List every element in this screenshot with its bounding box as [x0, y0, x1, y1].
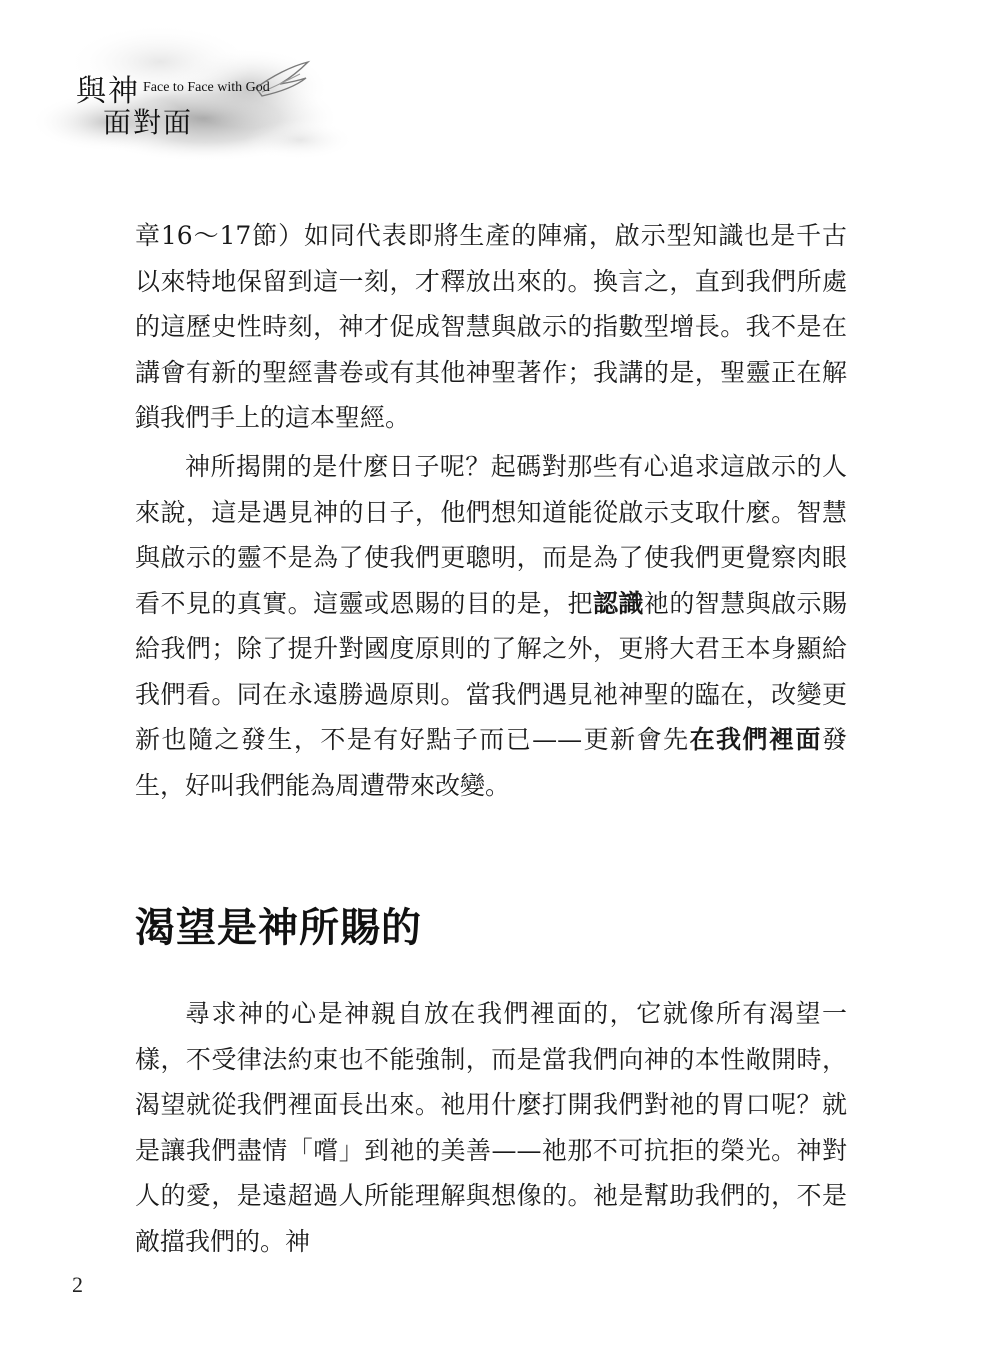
emphasis-knowing: 認識: [592, 588, 644, 618]
paragraph-3: 尋求神的心是神親自放在我們裡面的，它就像所有渴望一樣，不受律法約束也不能強制，而是當我們向神的本性敞開時，渴望就從我們裡面長出來。祂用什麼打開我們對祂的胃口呢？就是讓我們盡情「嚐」到祂的美善——祂那不可抗拒的榮光。神對人的愛，是遠超過人所能理解與想像的。祂是幫助我們的，不是敵擋我們的。神: [135, 999, 847, 1256]
paragraph-2-part-2: 祂的智慧與啟示賜給我們；除了提升對國度原則的了解之外，更將大君王本身顯給我們看。同在永遠勝過原則。當我們遇見祂神聖的臨在，改變更新也隨之發生，不是有好點子而已——更新會先: [135, 588, 847, 754]
body-text-block-2: [135, 444, 847, 808]
paragraph-2: [135, 444, 847, 808]
header-title-line1: 與神: [76, 74, 140, 109]
body-text-block-3: [135, 991, 847, 1264]
paragraph-1: 章16～17節）如同代表即將生產的陣痛，啟示型知識也是千古以來特地保留到這一刻，才釋放出來的。換言之，直到我們所處的這歷史性時刻，神才促成智慧與啟示的指數型增長。我不是在講會有新的聖經書卷或有其他神聖著作；我講的是，聖靈正在解鎖我們手上的這本聖經。: [135, 221, 847, 432]
body-text-block-1: [135, 213, 847, 441]
header-title-line2: 面對面: [103, 106, 194, 139]
section-heading: 渴望是神所賜的: [135, 905, 422, 951]
page-number: 2: [72, 1272, 83, 1297]
paragraph-2-part-1: 神所揭開的是什麼日子呢？起碼對那些有心追求這啟示的人來說，這是遇見神的日子，他們想知道能從啟示支取什麼。智慧與啟示的靈不是為了使我們更聰明，而是為了使我們更覺察肉眼看不見的真實。這靈或恩賜的目的是，把: [135, 452, 847, 618]
paragraph-2-part-3: 發生，好叫我們能為周遭帶來改變。: [135, 725, 847, 800]
header-title-english: Face to Face with God: [143, 80, 270, 95]
emphasis-in-us: 在我們裡面: [689, 725, 822, 754]
